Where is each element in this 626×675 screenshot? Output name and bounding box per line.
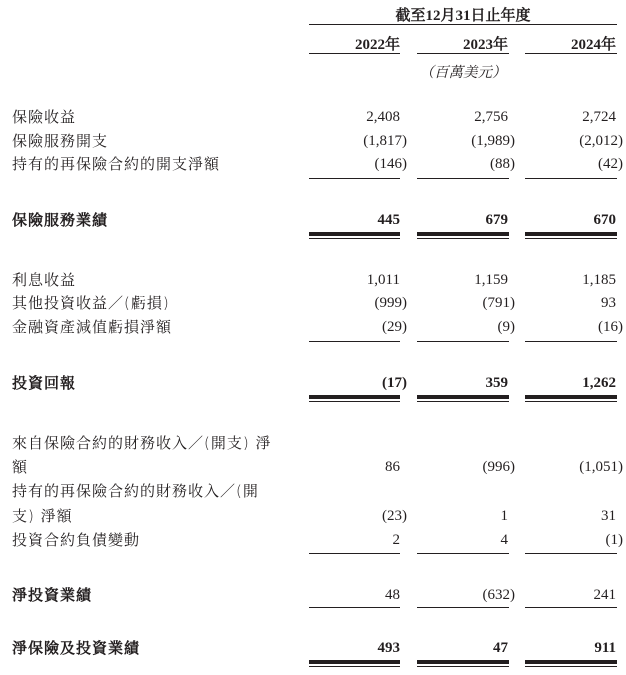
double-rule-thin [417, 666, 509, 667]
sum-rule [309, 178, 400, 179]
cell: (1) [605, 532, 623, 548]
year-header-2024: 2024年 [570, 37, 616, 53]
total-label: 淨保險及投資業績 [12, 639, 141, 657]
subtotal-cell: 1,262 [582, 375, 616, 391]
row-label-line: 額 [12, 458, 29, 476]
subtotal-cell: 445 [377, 212, 400, 228]
subtotal-cell: 679 [485, 212, 508, 228]
subtotal-cell: (632) [482, 587, 515, 603]
sum-rule [309, 553, 400, 554]
cell: (9) [497, 319, 515, 335]
double-rule-thick [309, 395, 400, 399]
subtotal-label: 保險服務業績 [12, 211, 109, 229]
double-rule-thick [417, 395, 509, 399]
cell: 1,011 [366, 272, 400, 288]
unit-label: （百萬美元） [419, 65, 507, 81]
year-header-2023: 2023年 [462, 37, 508, 53]
cell: 1,185 [582, 272, 616, 288]
cell: (16) [598, 319, 623, 335]
row-label: 持有的再保險合約的開支淨額 [12, 155, 221, 173]
cell: (42) [598, 156, 623, 172]
sum-rule [309, 341, 400, 342]
double-rule-thin [525, 238, 617, 239]
sum-rule [417, 553, 509, 554]
row-label: 利息收益 [12, 271, 77, 289]
cell: (2,012) [579, 133, 623, 149]
cell: 2 [392, 532, 400, 548]
row-label-line: 來自保險合約的財務收入／(開支) 淨 [12, 434, 272, 452]
cell: (146) [374, 156, 407, 172]
year-underline-2023 [417, 53, 509, 54]
double-rule-thick [417, 232, 509, 236]
sum-rule [417, 607, 509, 608]
double-rule-thin [525, 401, 617, 402]
period-title: 截至12月31日止年度 [395, 8, 531, 24]
double-rule-thick [525, 395, 617, 399]
double-rule-thick [309, 660, 400, 664]
subtotal-label: 淨投資業績 [12, 586, 93, 604]
cell: 93 [601, 295, 616, 311]
sum-rule [417, 341, 509, 342]
header-top-rule [309, 24, 617, 25]
row-label: 投資合約負債變動 [12, 531, 141, 549]
subtotal-cell: 48 [385, 587, 400, 603]
subtotal-cell: 241 [593, 587, 616, 603]
cell: (88) [490, 156, 515, 172]
total-cell: 911 [594, 640, 616, 656]
double-rule-thick [525, 660, 617, 664]
row-label: 保險服務開支 [12, 132, 109, 150]
cell: 2,756 [474, 109, 508, 125]
double-rule-thin [417, 238, 509, 239]
cell: 2,408 [366, 109, 400, 125]
total-cell: 47 [493, 640, 508, 656]
cell: (29) [382, 319, 407, 335]
cell: 31 [601, 508, 616, 524]
cell: (23) [382, 508, 407, 524]
year-underline-2022 [309, 53, 400, 54]
cell: (791) [482, 295, 515, 311]
double-rule-thin [417, 401, 509, 402]
subtotal-cell: 670 [593, 212, 616, 228]
subtotal-label: 投資回報 [12, 374, 77, 392]
row-label-line: 持有的再保險合約的財務收入／(開 [12, 482, 259, 500]
double-rule-thin [309, 666, 400, 667]
row-label-line: 支) 淨額 [12, 507, 73, 525]
double-rule-thin [309, 238, 400, 239]
double-rule-thick [417, 660, 509, 664]
row-label: 保險收益 [12, 108, 77, 126]
cell: 1,159 [474, 272, 508, 288]
row-label: 其他投資收益／(虧損) [12, 294, 170, 312]
cell: 86 [385, 459, 400, 475]
sum-rule [525, 178, 617, 179]
cell: (999) [374, 295, 407, 311]
cell: (1,817) [363, 133, 407, 149]
cell: (1,051) [579, 459, 623, 475]
cell: (996) [482, 459, 515, 475]
subtotal-cell: (17) [382, 375, 407, 391]
sum-rule [525, 607, 617, 608]
sum-rule [525, 553, 617, 554]
double-rule-thin [309, 401, 400, 402]
sum-rule [417, 178, 509, 179]
subtotal-cell: 359 [485, 375, 508, 391]
cell: (1,989) [471, 133, 515, 149]
cell: 4 [500, 532, 508, 548]
sum-rule [309, 607, 400, 608]
year-underline-2024 [525, 53, 617, 54]
double-rule-thick [525, 232, 617, 236]
total-cell: 493 [377, 640, 400, 656]
row-label: 金融資產減值虧損淨額 [12, 318, 173, 336]
double-rule-thin [525, 666, 617, 667]
cell: 1 [500, 508, 508, 524]
sum-rule [525, 341, 617, 342]
cell: 2,724 [582, 109, 616, 125]
year-header-2022: 2022年 [354, 37, 400, 53]
double-rule-thick [309, 232, 400, 236]
